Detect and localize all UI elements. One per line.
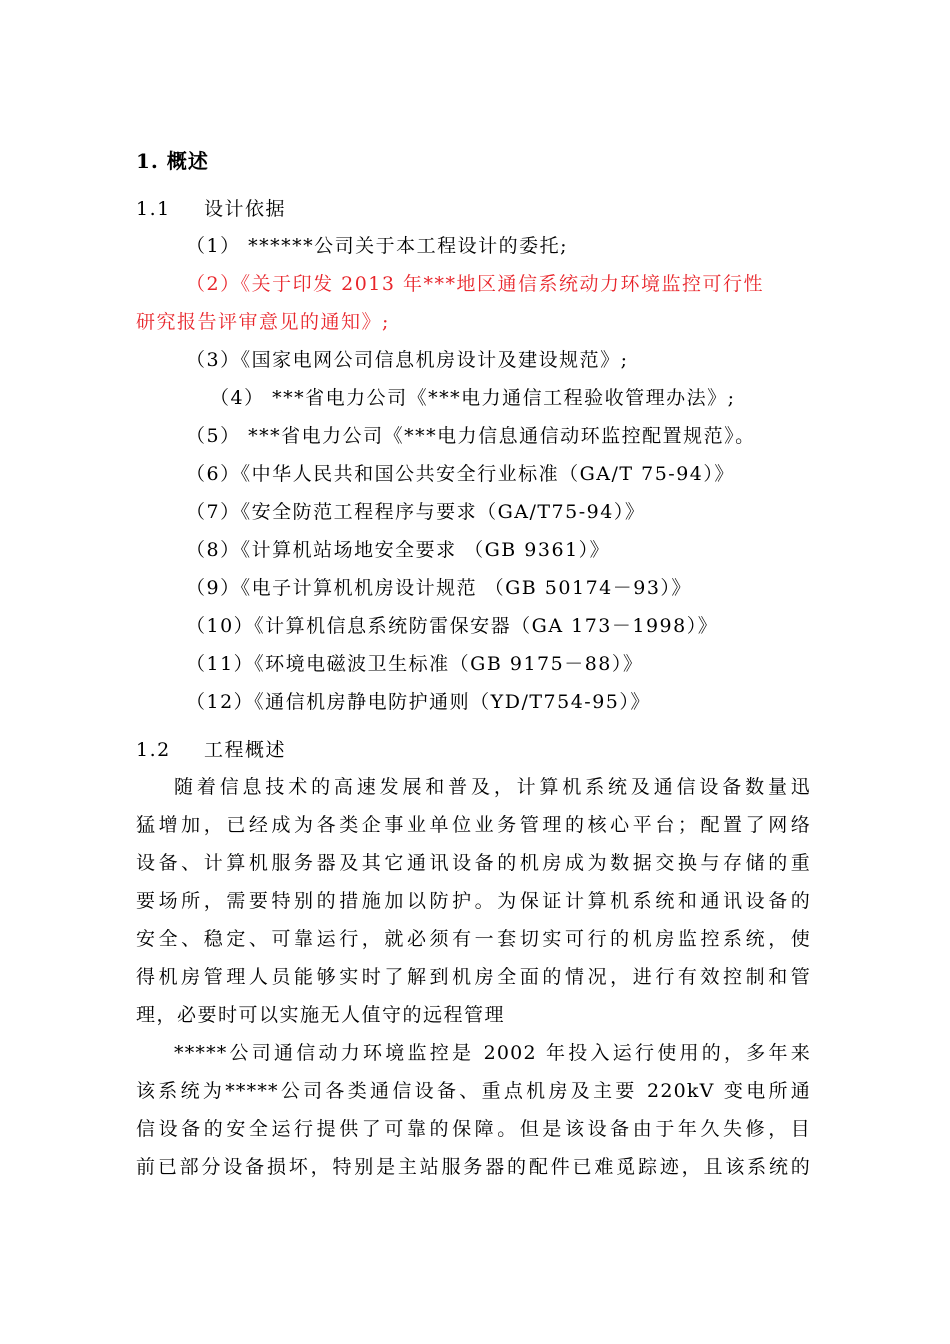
paragraph-1-line-1: 随着信息技术的高速发展和普及，计算机系统及通信设备数量迅 xyxy=(174,776,811,798)
reference-item-2-continued: 研究报告评审意见的通知》; xyxy=(136,311,390,333)
reference-item-4: （4） ***省电力公司《***电力通信工程验收管理办法》; xyxy=(210,387,736,409)
reference-item-2: （2）《关于印发 2013 年***地区通信系统动力环境监控可行性 xyxy=(186,273,765,295)
section-title: 设计依据 xyxy=(204,198,287,220)
reference-item-12: （12）《通信机房静电防护通则（YD/T754-95）》 xyxy=(186,691,651,713)
reference-item-8: （8）《计算机站场地安全要求 （GB 9361）》 xyxy=(186,539,611,561)
section-1-1-heading xyxy=(136,196,286,222)
reference-item-10: （10）《计算机信息系统防雷保安器（GA 173－1998）》 xyxy=(186,615,719,637)
reference-item-1: （1） ******公司关于本工程设计的委托; xyxy=(186,235,569,257)
section-title: 工程概述 xyxy=(204,739,287,761)
reference-item-9: （9）《电子计算机机房设计规范 （GB 50174－93）》 xyxy=(186,577,692,599)
paragraph-2-line-1: *****公司通信动力环境监控是 2002 年投入运行使用的，多年来 xyxy=(174,1042,811,1064)
paragraph-1-line-6: 得机房管理人员能够实时了解到机房全面的情况，进行有效控制和管 xyxy=(136,966,811,988)
chapter-heading: 1. 概述 xyxy=(136,149,209,173)
section-number: 1.2 xyxy=(136,739,171,761)
reference-item-7: （7）《安全防范工程程序与要求（GA/T75-94）》 xyxy=(186,501,646,523)
section-number: 1.1 xyxy=(136,198,171,220)
reference-item-3: （3）《国家电网公司信息机房设计及建设规范》; xyxy=(186,349,629,371)
paragraph-2-line-4: 前已部分设备损坏，特别是主站服务器的配件已难觅踪迹，且该系统的 xyxy=(136,1156,811,1178)
paragraph-1-line-4: 要场所，需要特别的措施加以防护。为保证计算机系统和通讯设备的 xyxy=(136,890,811,912)
paragraph-1-line-3: 设备、计算机服务器及其它通讯设备的机房成为数据交换与存储的重 xyxy=(136,852,811,874)
section-1-2-heading xyxy=(136,737,286,763)
paragraph-2-line-2: 该系统为*****公司各类通信设备、重点机房及主要 220kV 变电所通 xyxy=(136,1080,811,1102)
paragraph-1-line-2: 猛增加，已经成为各类企事业单位业务管理的核心平台；配置了网络 xyxy=(136,814,811,836)
paragraph-1-line-5: 安全、稳定、可靠运行，就必须有一套切实可行的机房监控系统，使 xyxy=(136,928,811,950)
paragraph-1-line-7: 理，必要时可以实施无人值守的远程管理 xyxy=(136,1004,506,1026)
paragraph-2-line-3: 信设备的安全运行提供了可靠的保障。但是该设备由于年久失修，目 xyxy=(136,1118,811,1140)
reference-item-5: （5） ***省电力公司《***电力信息通信动环监控配置规范》。 xyxy=(186,425,756,447)
reference-item-11: （11）《环境电磁波卫生标准（GB 9175－88）》 xyxy=(186,653,644,675)
reference-item-6: （6）《中华人民共和国公共安全行业标准（GA/T 75-94）》 xyxy=(186,463,735,485)
